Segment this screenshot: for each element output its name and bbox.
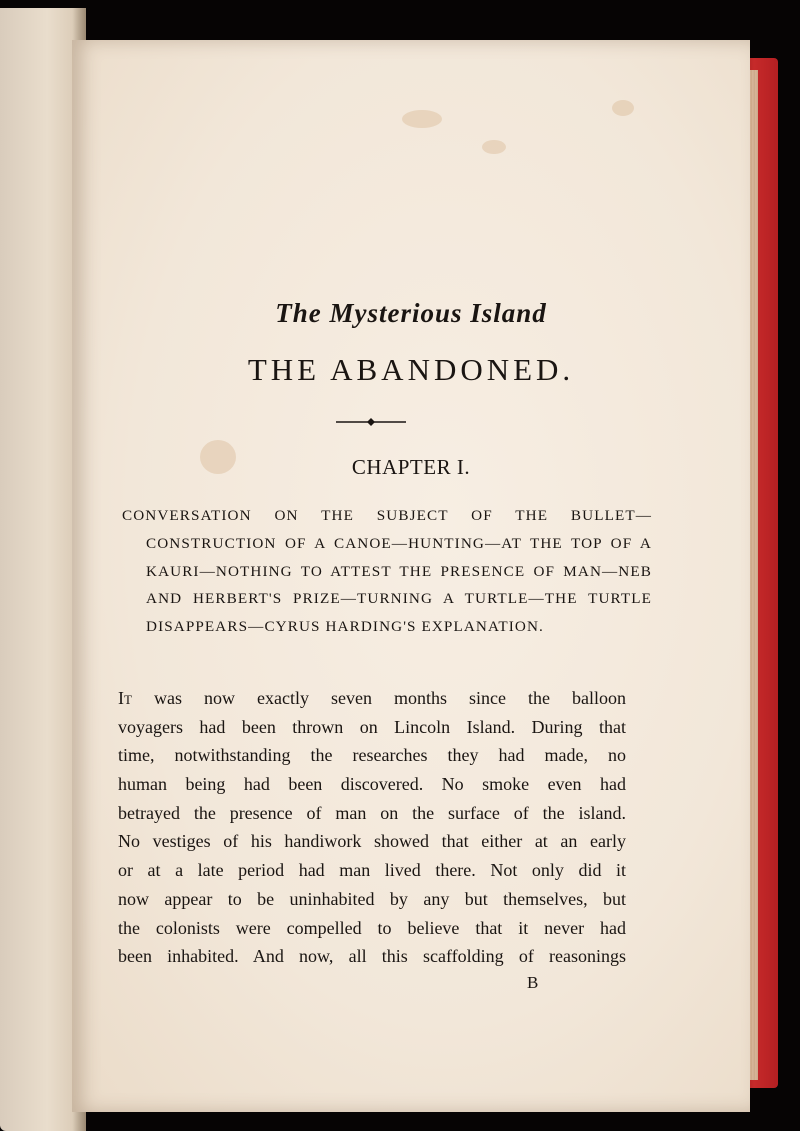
body-line: now appear to be uninhabited by any but themselves, but <box>118 888 626 909</box>
chapter-synopsis: CONVERSATION ON THE SUBJECT OF THE BULLET—CONSTRUCTION OF A CANOE—HUNTING—AT THE TOP OF A KAURI—NOTHING TO ATTEST THE PRESENCE OF MAN—NEB AND HERBERT'S PRIZE—TURNING A TURTLE—THE TURTLE DISAPPEARS—CYRUS HARDING'S EXPLANATION. <box>122 507 652 636</box>
body-line: the colonists were compelled to believe that it never had <box>118 917 626 938</box>
book-page <box>72 40 750 1112</box>
drop-word: It <box>118 688 132 708</box>
body-text <box>118 684 626 971</box>
body-line: voyagers had been thrown on Lincoln Island. During that <box>118 716 626 737</box>
chapter-heading: CHAPTER I. <box>351 455 471 479</box>
signature-mark: B <box>527 973 539 992</box>
body-line: It was now exactly seven months since the balloon <box>118 688 626 708</box>
running-head: The Mysterious Island <box>275 298 547 328</box>
body-line: human being had been discovered. No smoke even had <box>118 774 626 795</box>
body-line: or at a late period had man lived there. Not only did it <box>118 860 626 881</box>
body-line: time, notwithstanding the researches they had made, no <box>118 745 626 766</box>
body-line: betrayed the presence of man on the surface of the island. <box>118 802 626 823</box>
foxing-spot <box>402 110 442 128</box>
body-line: No vestiges of his handiwork showed that either at an early <box>118 831 626 852</box>
part-title: THE ABANDONED. <box>247 352 575 387</box>
ornament-rule-icon <box>336 417 406 427</box>
body-line: been inhabited. And now, all this scaffolding of reasonings <box>118 946 626 967</box>
foxing-spot <box>482 140 506 154</box>
foxing-spot <box>612 100 634 116</box>
